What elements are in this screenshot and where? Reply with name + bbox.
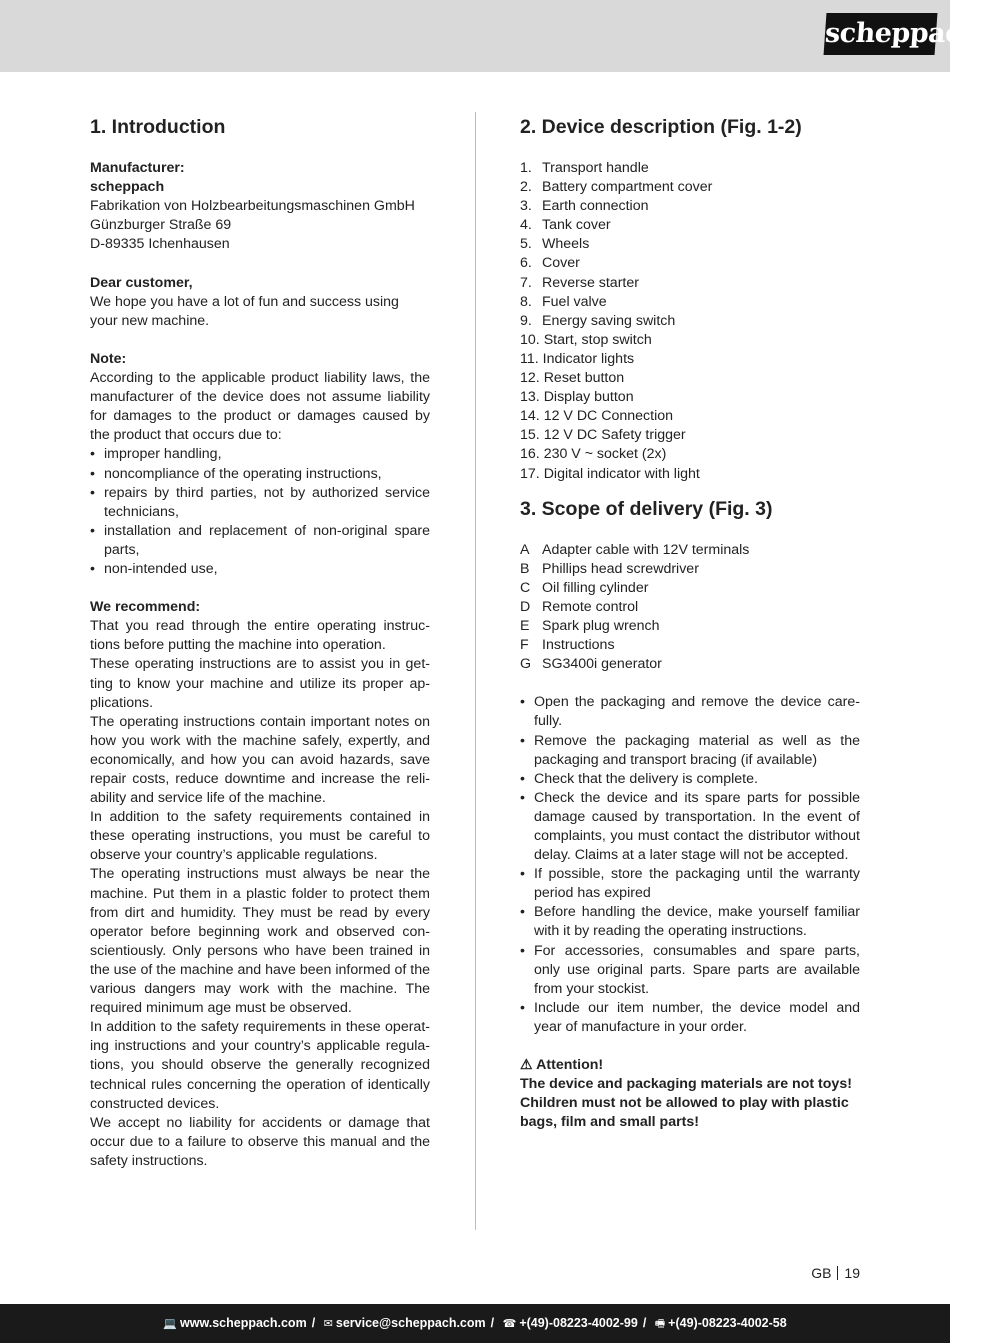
list-item: 13. Display button <box>520 389 634 406</box>
manufacturer-city: D-89335 Ichenhausen <box>90 236 230 253</box>
note-bullet-list <box>90 445 430 579</box>
recommend-label: We recommend: <box>90 599 201 616</box>
scope-of-delivery-heading: 3. Scope of delivery (Fig. 3) <box>520 497 773 520</box>
delivery-bullet-list <box>520 693 860 1037</box>
note-text: According to the applicable product liability laws, the manufacturer of the device does not assume liability for damages to the product or damages caused by the product that occurs due to: <box>90 370 430 444</box>
footer-phone: +(49)-08223-4002-99 <box>519 1316 638 1330</box>
right-column <box>520 114 860 1133</box>
list-item: 17. Digital indicator with light <box>520 465 700 482</box>
header-bar <box>0 0 982 72</box>
list-item: • Check that the delivery is complete. <box>520 770 860 789</box>
list-item: • noncompliance of the operating instructions, <box>90 465 430 484</box>
list-item: 9. Energy saving switch <box>520 312 676 329</box>
note-label: Note: <box>90 350 127 367</box>
list-item: 1. Transport handle <box>520 160 649 176</box>
scheppach-logo: scheppach <box>824 13 938 55</box>
list-item: 2. Battery compartment cover <box>520 179 713 196</box>
list-item: 8. Fuel valve <box>520 293 607 310</box>
list-item: 5. Wheels <box>520 236 590 253</box>
recommend-paragraph: These operating instructions are to assist you in getting to know your machine and utilize its proper applications. <box>90 656 430 711</box>
list-item: C Oil filling cylinder <box>520 579 649 596</box>
introduction-heading: 1. Introduction <box>90 116 226 138</box>
list-item: 16. 230 V ~ socket (2x) <box>520 446 667 463</box>
delivery-items-list <box>520 541 860 675</box>
list-item: 4. Tank cover <box>520 217 611 234</box>
page-number-value: 19 <box>844 1265 860 1281</box>
attention-heading <box>520 1056 860 1075</box>
manufacturer-company: Fabrikation von Holzbearbeitungsmaschinen GmbH <box>90 198 415 215</box>
list-item: • Open the packaging and remove the device carefully. <box>520 693 860 731</box>
dear-customer-text: We hope you have a lot of fun and success using your new machine. <box>90 293 399 329</box>
recommend-paragraph: The operating instructions must always be near the machine. Put them in a plastic folder to protect them from dirt and humidity. They must be read by every operator before beginning work and observed conscientiously. Only persons who have been trained in the use of the machine and have been informed of the various dangers may work with the machine. The required minimum age must be observed. <box>90 866 430 1017</box>
manufacturer-label: Manufacturer: <box>90 160 185 176</box>
footer-fax: +(49)-08223-4002-58 <box>668 1316 787 1330</box>
computer-icon: 💻 <box>163 1318 178 1330</box>
footer-website-link[interactable]: www.scheppach.com <box>180 1316 307 1330</box>
list-item: • For accessories, consumables and spare parts, only use original parts. Spare parts are available from your stockist. <box>520 942 860 999</box>
list-item: • If possible, store the packaging until the warranty period has expired <box>520 865 860 903</box>
device-description-heading: 2. Device description (Fig. 1-2) <box>520 116 802 138</box>
warning-icon: ⚠ <box>520 1057 533 1074</box>
list-item: • Before handling the device, make yourself familiar with it by reading the operating instructions. <box>520 903 860 941</box>
left-column <box>90 114 430 1171</box>
list-item: 7. Reverse starter <box>520 274 639 291</box>
list-item: • repairs by third parties, not by authorized service technicians, <box>90 484 430 522</box>
language-code: GB <box>811 1265 832 1281</box>
list-item: 3. Earth connection <box>520 198 649 215</box>
list-item: 6. Cover <box>520 255 580 272</box>
list-item: A Adapter cable with 12V terminals <box>520 541 750 558</box>
recommend-paragraph: In addition to the safety requirements in these operating instructions and your country’s applicable regulations, you should observe the generally recognized technical rules concerning the operation of identically constructed devices. <box>90 1019 430 1112</box>
attention-text: The device and packaging materials are not toys! Children must not be allowed to play with plastic bags, film and small parts! <box>520 1076 852 1131</box>
footer-bar: 💻 www.scheppach.com / ✉ service@scheppach.com / ☎ +(49)-08223-4002-99 / 🖷 +(49)-08223-4002-58 <box>0 1304 950 1343</box>
recommend-paragraph: The operating instructions contain important notes on how you work with the machine safely, expertly, and economically, and how you can avoid hazards, save repair costs, reduce downtime and increase the reliability and service life of the machine. <box>90 713 430 807</box>
envelope-icon: ✉ <box>323 1318 333 1330</box>
list-item: E Spark plug wrench <box>520 617 660 634</box>
recommend-paragraph: In addition to the safety requirements contained in these operating instructions, you must be careful to observe your country’s applicable regulations. <box>90 809 430 864</box>
page-number <box>811 1264 860 1282</box>
list-item: D Remote control <box>520 598 639 615</box>
manufacturer-street: Günzburger Straße 69 <box>90 217 232 234</box>
attention-label: Attention! <box>536 1057 604 1074</box>
list-item: 10. Start, stop switch <box>520 331 652 348</box>
footer-email-link[interactable]: service@scheppach.com <box>335 1316 486 1330</box>
list-item: • Remove the packaging material as well as the packaging and transport bracing (if available) <box>520 732 860 770</box>
list-item: • Include our item number, the device model and year of manufacture in your order. <box>520 999 860 1037</box>
device-parts-list <box>520 159 860 484</box>
list-item: 12. Reset button <box>520 370 625 387</box>
list-item: • Check the device and its spare parts for possible damage caused by transportation. In the event of complaints, you must contact the distributor without delay. Claims at a later stage will not be accepted. <box>520 789 860 865</box>
list-item: 11. Indicator lights <box>520 350 635 367</box>
list-item: F Instructions <box>520 637 615 654</box>
list-item: G SG3400i generator <box>520 656 662 673</box>
manufacturer-name: scheppach <box>90 179 165 196</box>
list-item: B Phillips head screwdriver <box>520 560 699 577</box>
recommend-paragraph: That you read through the entire operating instructions before putting the machine into operation. <box>90 618 430 654</box>
list-item: 15. 12 V DC Safety trigger <box>520 427 686 444</box>
list-item: • installation and replacement of non-original spare parts, <box>90 522 430 560</box>
list-item: 14. 12 V DC Connection <box>520 408 674 425</box>
dear-customer-label: Dear customer, <box>90 274 193 291</box>
list-item: • non-intended use, <box>90 560 430 579</box>
recommend-paragraph: We accept no liability for accidents or damage that occur due to a failure to observe this manual and the safety instructions. <box>90 1114 430 1169</box>
list-item: • improper handling, <box>90 445 430 464</box>
fax-icon: 🖷 <box>654 1318 666 1330</box>
column-divider <box>475 112 476 1230</box>
phone-icon: ☎ <box>502 1318 517 1330</box>
